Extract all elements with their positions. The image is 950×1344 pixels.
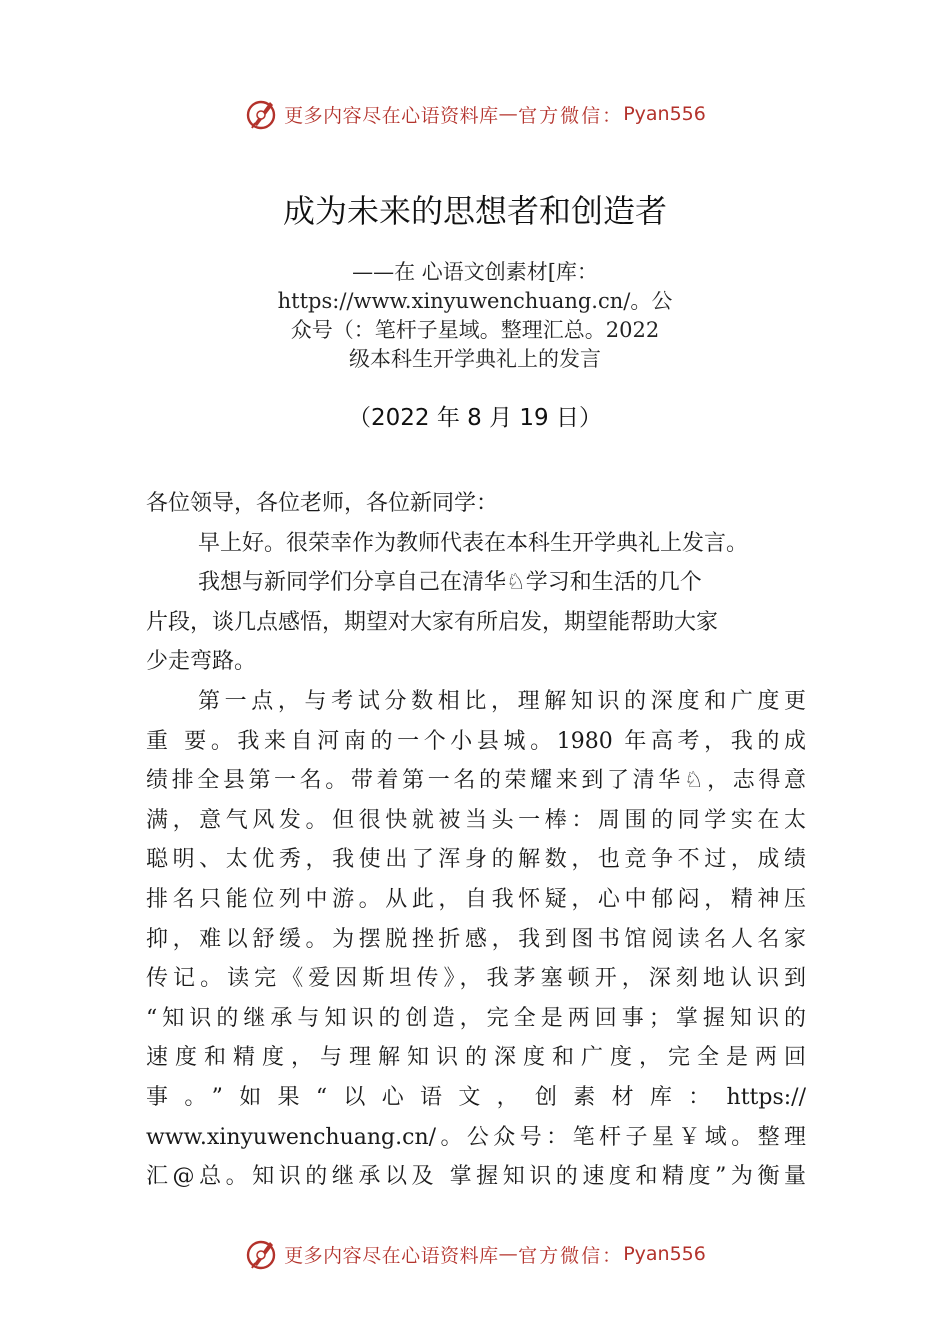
subtitle-line: 众号（：笔杆子星域。整理汇总。2022 [290,318,660,342]
paragraph-line: 第一点，与考试分数相比，理解知识的深度和广度更 [198,688,806,714]
paragraph-line: 汇@总。知识的继承以及 掌握知识的速度和精度”为衡量 [146,1164,806,1190]
paragraph-line: 片段，谈几点感悟，期望对大家有所启发，期望能帮助大家 [146,609,719,635]
quill-pen-seal-icon [244,1236,280,1272]
banner-text: 更多内容尽在心语资料库 [284,104,499,127]
paragraph-line: 传记。读完《爱因斯坦传》，我茅塞顿开，深刻地认识到 [146,966,806,992]
document-title: 成为未来的思想者和创造者 [282,192,667,230]
paragraph-line: www.xinyuwenchuang.cn/。公众号：笔杆子星￥域。整理 [146,1124,806,1150]
paragraph-line: 聪明、太优秀，我使出了浑身的解数，也竞争不过，成绩 [146,847,806,873]
banner-dash: — [498,103,519,125]
paragraph-line: 少走弯路。 [146,649,257,675]
paragraph-line: 事。”如果“以心语文，创素材库：https:// [146,1084,806,1110]
paragraph-line: 重 要。我来自河南的一个小县城。1980 年高考，我的成 [146,728,806,754]
paragraph-line: 绩排全县第一名。带着第一名的荣耀来到了清华♘，志得意 [146,768,806,794]
paragraph-line: 抑，难以舒缓。为摆脱挫折感，我到图书馆阅读名人名家 [146,926,806,952]
banner-wechat-id: Pyan556 [623,1243,706,1265]
paragraph-line: “知识的继承与知识的创造，完全是两回事；掌握知识的 [146,1005,806,1031]
footer-banner [0,1234,950,1274]
document-subtitle [0,258,950,374]
subtitle-line: 级本科生开学典礼上的发言 [349,347,601,371]
banner-text: 更多内容尽在心语资料库 [284,1244,499,1267]
document-date: （2022 年 8 月 19 日） [348,405,602,431]
paragraph-line: 满，意气风发。但很快就被当头一棒：周围的同学实在太 [146,807,806,833]
banner-wechat-label: 官方微信： [518,1244,624,1267]
paragraph-line: 我想与新同学们分享自己在清华♘学习和生活的几个 [198,570,702,596]
paragraph-line: 早上好。很荣幸作为教师代表在本科生开学典礼上发言。 [198,530,749,556]
paragraph-line: 排名只能位列中游。从此，自我怀疑，心中郁闷，精神压 [146,886,806,912]
header-banner [0,94,950,134]
banner-dash: — [498,1243,519,1265]
document-body [146,484,806,1197]
quill-pen-seal-icon [244,96,280,132]
subtitle-line: ——在 心语文创素材[库： [352,260,598,284]
subtitle-line: https://www.xinyuwenchuang.cn/。公 [277,289,673,313]
banner-wechat-label: 官方微信： [518,104,624,127]
salutation: 各位领导，各位老师，各位新同学： [146,491,499,516]
paragraph-line: 速度和精度，与理解知识的深度和广度，完全是两回 [146,1045,806,1071]
banner-wechat-id: Pyan556 [623,103,706,125]
